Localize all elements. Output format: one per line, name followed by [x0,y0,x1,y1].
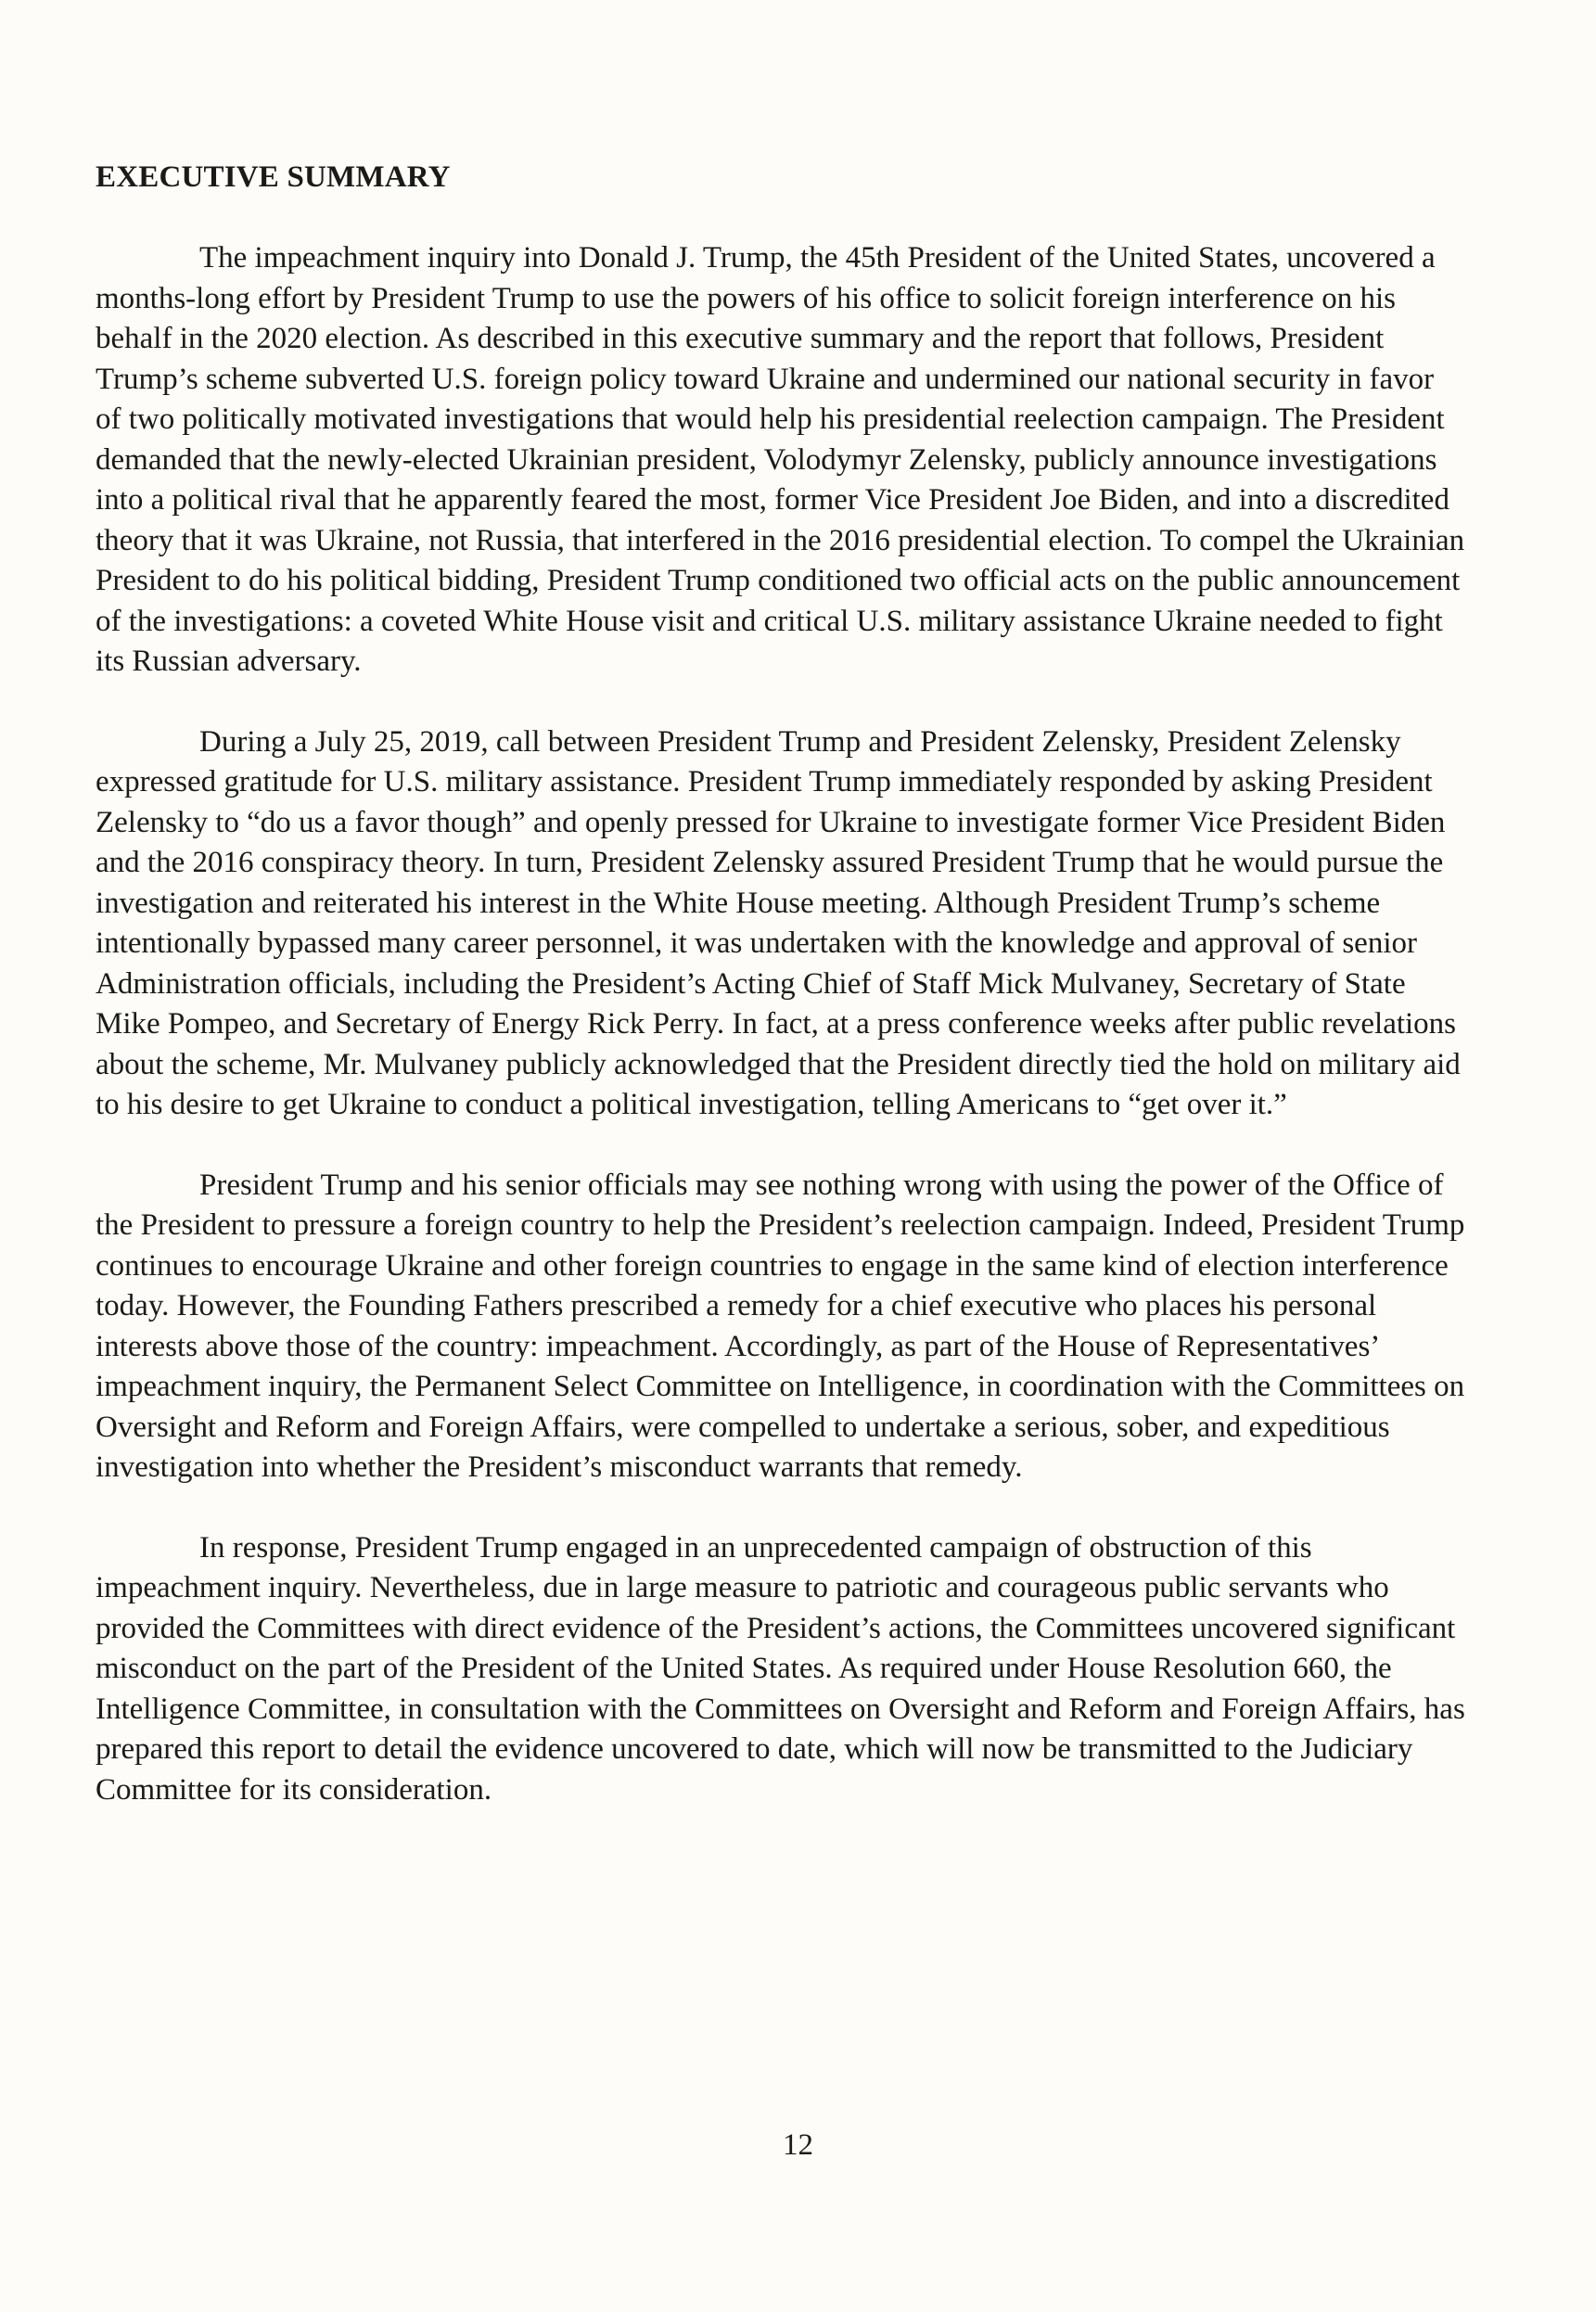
paragraph-3: President Trump and his senior officials may see nothing wrong with using the power of the Office of the President to pressure a foreign country to help the President’s reelection campaign. Indeed, President Trump continues to encourage Ukraine and other foreign countries to engage in the same kind of election interference today. However, the Founding Fathers prescribed a remedy for a chief executive who places his personal interests above those of the country: impeachment. Accordingly, as part of the House of Representatives’ impeachment inquiry, the Permanent Select Committee on Intelligence, in coordination with the Committees on Oversight and Reform and Foreign Affairs, were compelled to undertake a serious, sober, and expeditious investigation into whether the President’s misconduct warrants that remedy. [96,1168,1465,1484]
paragraph-2: During a July 25, 2019, call between President Trump and President Zelensky, President Zelensky expressed gratitude for U.S. military assistance. President Trump immediately responded by asking President Zelensky to “do us a favor though” and openly pressed for Ukraine to investigate former Vice President Biden and the 2016 conspiracy theory. In turn, President Zelensky assured President Trump that he would pursue the investigation and reiterated his interest in the White House meeting. Although President Trump’s scheme intentionally bypassed many career personnel, it was undertaken with the knowledge and approval of senior Administration officials, including the President’s Acting Chief of Staff Mick Mulvaney, Secretary of State Mike Pompeo, and Secretary of Energy Rick Perry. In fact, at a press conference weeks after public revelations about the scheme, Mr. Mulvaney publicly acknowledged that the President directly tied the hold on military aid to his desire to get Ukraine to conduct a political investigation, telling Americans to “get over it.” [96,724,1461,1121]
paragraph-1: The impeachment inquiry into Donald J. Trump, the 45th President of the United States, uncovered a months-long effort by President Trump to use the powers of his office to solicit foreign interference on his behalf in the 2020 election. As described in this executive summary and the report that follows, President Trump’s scheme subverted U.S. foreign policy toward Ukraine and undermined our national security in favor of two politically motivated investigations that would help his presidential reelection campaign. The President demanded that the newly-elected Ukrainian president, Volodymyr Zelensky, publicly announce investigations into a political rival that he apparently feared the most, former Vice President Joe Biden, and into a discredited theory that it was Ukraine, not Russia, that interfered in the 2016 presidential election. To compel the Ukrainian President to do his political bidding, President Trump conditioned two official acts on the public announcement of the investigations: a coveted White House visit and critical U.S. military assistance Ukraine needed to fight its Russian adversary. [96,241,1465,678]
document-body [96,158,1466,1850]
paragraph-4: In response, President Trump engaged in an unprecedented campaign of obstruction of this impeachment inquiry. Nevertheless, due in large measure to patriotic and courageous public servants who provided the Committees with direct evidence of the President’s actions, the Committees uncovered significant misconduct on the part of the President of the United States. As required under House Resolution 660, the Intelligence Committee, in consultation with the Committees on Oversight and Reform and Foreign Affairs, has prepared this report to detail the evidence uncovered to date, which will now be transmitted to the Judiciary Committee for its consideration. [96,1530,1465,1807]
page-number: 12 [783,2128,813,2162]
section-heading: EXECUTIVE SUMMARY [96,160,451,194]
